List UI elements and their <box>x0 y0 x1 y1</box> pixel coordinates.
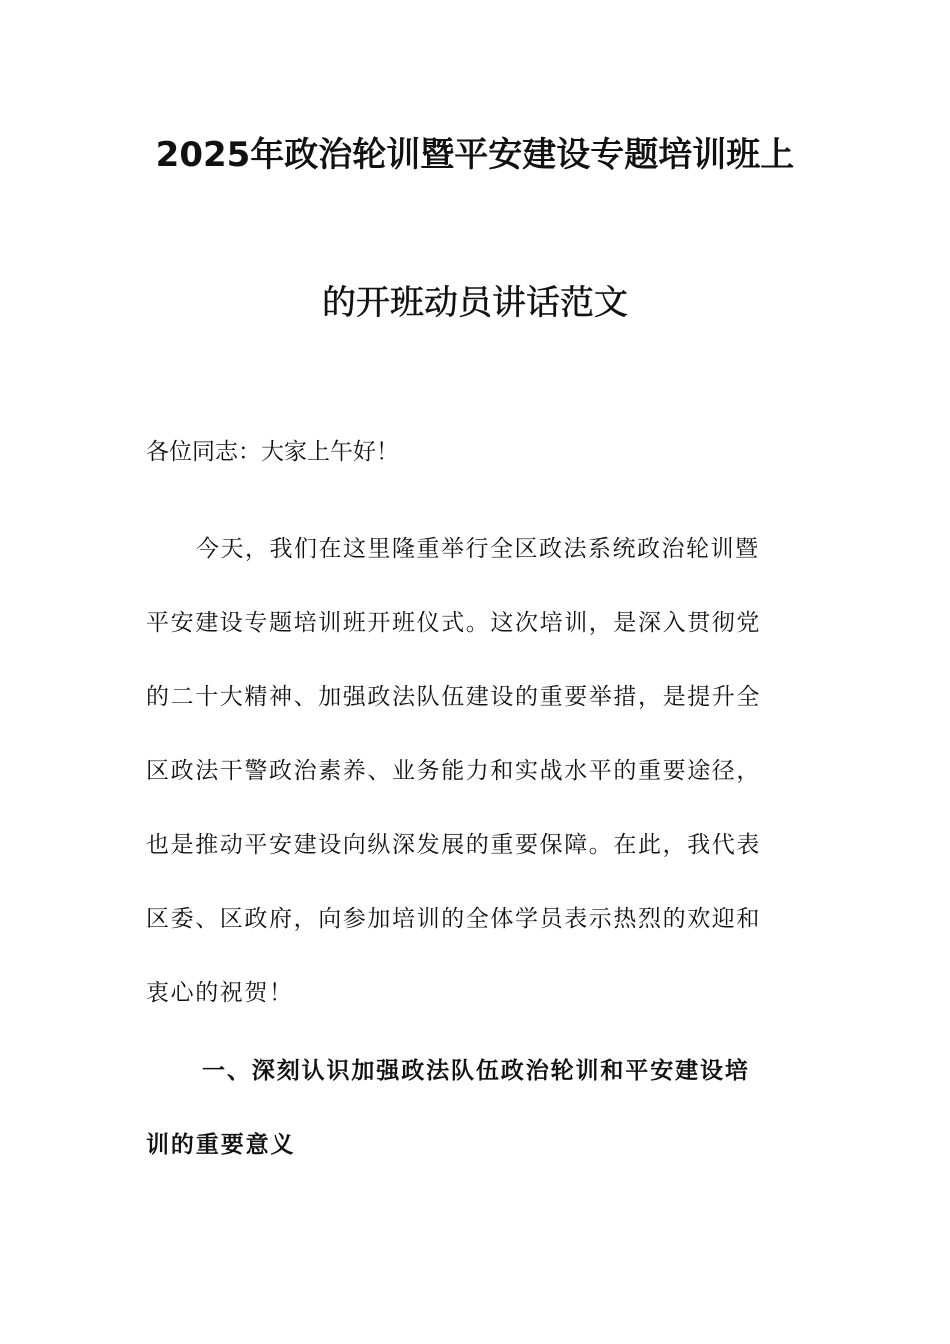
paragraph-line: 区委、区政府，向参加培训的全体学员表示热烈的欢迎和 <box>146 906 761 932</box>
greeting-text: 各位同志：大家上午好！ <box>146 439 399 465</box>
section-heading-line-1: 一、深刻认识加强政法队伍政治轮训和平安建设培 <box>202 1057 750 1084</box>
paragraph-line: 也是推动平安建设向纵深发展的重要保障。在此，我代表 <box>146 832 761 858</box>
section-heading-line-2: 训的重要意义 <box>146 1131 296 1158</box>
paragraph-line: 平安建设专题培训班开班仪式。这次培训，是深入贯彻党 <box>146 610 761 636</box>
paragraph-line: 的二十大精神、加强政法队伍建设的重要举措，是提升全 <box>146 684 761 710</box>
opening-paragraph <box>146 512 786 1030</box>
paragraph-line: 今天，我们在这里隆重举行全区政法系统政治轮训暨 <box>196 536 760 562</box>
document-title-line-2: 的开班动员讲话范文 <box>322 283 628 323</box>
paragraph-line: 衷心的祝贺！ <box>146 980 294 1006</box>
paragraph-line: 区政法干警政治素养、业务能力和实战水平的重要途径， <box>146 758 761 784</box>
document-title-line-1: 2025年政治轮训暨平安建设专题培训班上 <box>155 135 795 175</box>
section-heading <box>146 1034 796 1182</box>
